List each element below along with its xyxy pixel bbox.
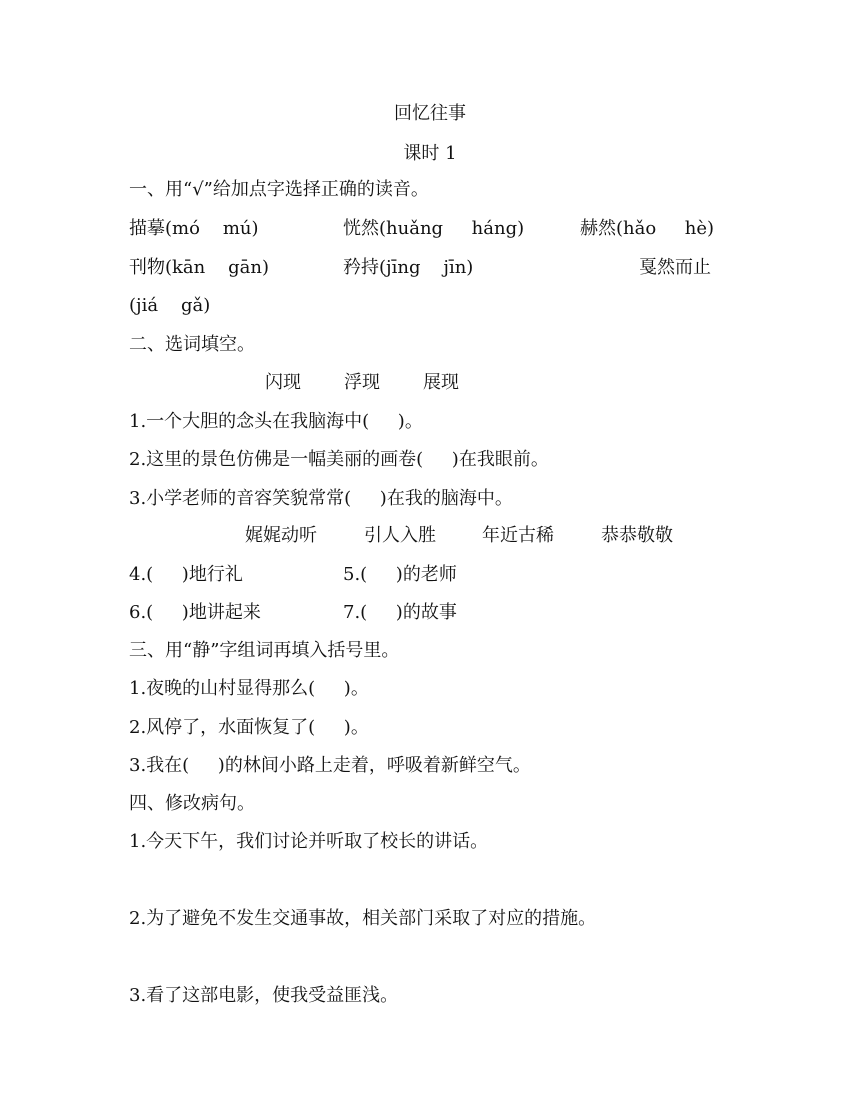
- fill-item: 6.( )地讲起来: [129, 602, 261, 623]
- word-option: 浮现: [344, 372, 380, 393]
- fill-item: 1.夜晚的山村显得那么( )。: [129, 678, 369, 699]
- fill-item: 3.我在( )的林间小路上走着，呼吸着新鲜空气。: [129, 755, 531, 776]
- section3-heading: 三、用“静”字组词再填入括号里。: [129, 640, 400, 661]
- pinyin-item-jiaranerzhi-options: (jiá gǎ): [129, 295, 211, 316]
- fill-item: 2.风停了，水面恢复了( )。: [129, 717, 369, 738]
- word-option: 年近古稀: [482, 525, 554, 546]
- page-title: 回忆往事: [394, 103, 466, 124]
- word-option: 娓娓动听: [245, 525, 317, 546]
- pinyin-item-miaomo: 描摹(mó mú): [129, 218, 259, 239]
- sentence-item: 2.为了避免不发生交通事故，相关部门采取了对应的措施。: [129, 908, 597, 929]
- word-option: 引人入胜: [364, 525, 436, 546]
- pinyin-item-jiaranerzhi: 戛然而止: [639, 257, 711, 278]
- sentence-item: 3.看了这部电影，使我受益匪浅。: [129, 985, 399, 1006]
- pinyin-item-heran: 赫然(hǎo hè): [580, 218, 715, 239]
- fill-item: 7.( )的故事: [343, 602, 457, 623]
- page-subtitle: 课时 1: [403, 143, 457, 164]
- word-option: 展现: [423, 372, 459, 393]
- pinyin-item-jinchi: 矜持(jīng jīn): [343, 257, 474, 278]
- word-option: 闪现: [265, 372, 301, 393]
- sentence-item: 1.今天下午，我们讨论并听取了校长的讲话。: [129, 831, 489, 852]
- fill-item: 5.( )的老师: [343, 564, 457, 585]
- pinyin-item-huangran: 恍然(huǎng háng): [343, 218, 525, 239]
- section1-heading: 一、用“√”给加点字选择正确的读音。: [129, 179, 429, 200]
- fill-item: 4.( )地行礼: [129, 564, 243, 585]
- fill-item: 2.这里的景色仿佛是一幅美丽的画卷( )在我眼前。: [129, 449, 549, 470]
- fill-item: 3.小学老师的音容笑貌常常( )在我的脑海中。: [129, 488, 513, 509]
- word-option: 恭恭敬敬: [601, 525, 673, 546]
- fill-item: 1.一个大胆的念头在我脑海中( )。: [129, 411, 423, 432]
- section2-heading: 二、选词填空。: [129, 334, 255, 355]
- section4-heading: 四、修改病句。: [129, 793, 255, 814]
- pinyin-item-kanwu: 刊物(kān gān): [129, 257, 270, 278]
